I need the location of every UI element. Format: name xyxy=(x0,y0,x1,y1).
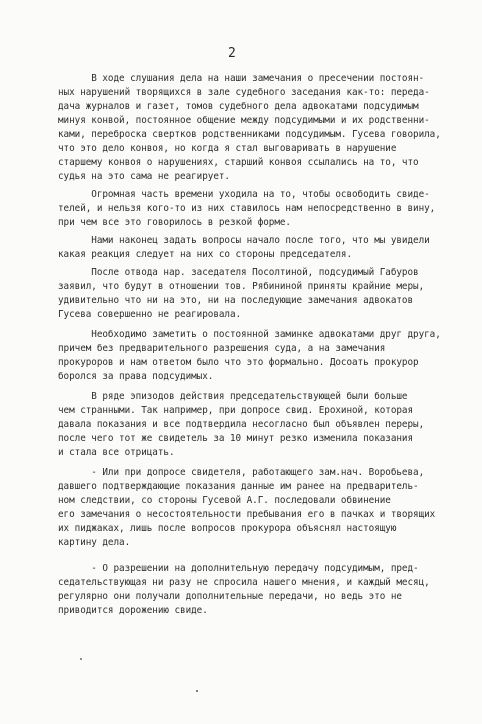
text-line: старшему конвоя о нарушениях, старший конвоя ссылались на то, что xyxy=(58,157,419,168)
text-line: седательствующая ни разу не спросила нашего мнения, и каждый месяц, xyxy=(58,577,430,588)
text-line: причем без предварительного разрешения суда, а на замечания xyxy=(58,343,386,354)
text-line: его замечания о несостоятельности пребывания его в пачках и творящих xyxy=(58,509,436,520)
text-line: Огромная часть времени уходила на то, чтобы освободить свиде- xyxy=(58,189,430,200)
text-line: дача журналов и газет, томов судебного дела адвокатами подсудимым xyxy=(58,101,419,112)
text-line: ном следствии, со стороны Гусевой А.Г. последовали обвинение xyxy=(58,495,391,506)
page-number: 2 xyxy=(228,46,236,61)
text-line: чем странными. Так например, при допросе свид. Ерохиной, которая xyxy=(58,405,414,416)
text-line: После отвода нар. заседателя Посолтиной, подсудимый Габуров xyxy=(58,267,419,278)
scan-speck xyxy=(196,690,198,692)
text-line: В ряде эпизодов действия председательствующей были больше xyxy=(58,391,408,402)
text-line: Гусева совершенно не реагировала. xyxy=(58,309,242,320)
text-line: приводится дорожению свиде. xyxy=(58,605,208,616)
text-line: боролся за права подсудимых. xyxy=(58,371,214,382)
scan-speck xyxy=(80,658,82,660)
text-line: давала показания и все подтвердила несогласно был объявлен переры, xyxy=(58,419,425,430)
text-line: давшего подтверждающие показания данные им ранее на предваритель- xyxy=(58,481,419,492)
text-line: Нами наконец задать вопросы начало после того, что мы увидели xyxy=(58,235,430,246)
text-line: - О разрешении на дополнительную передачу подсудимым, пред- xyxy=(58,563,419,574)
text-line: В ходе слушания дела на наши замечания о пресечении постоян- xyxy=(58,73,425,84)
text-line: ками, переброска свертков родственниками подсудимым. Гусева говорила, xyxy=(58,129,441,140)
text-line: заявил, что будут в отношении тов. Рябининой приняты крайние меры, xyxy=(58,281,425,292)
text-line: ных нарушений творящихся в зале судебного заседания как-то: переда- xyxy=(58,87,430,98)
text-line: после чего тот же свидетель за 10 минут резко изменила показания xyxy=(58,433,414,444)
text-line: Необходимо заметить о постоянной заминке адвокатами друг друга, xyxy=(58,329,441,340)
text-line: - Или при допросе свидетеля, работающего зам.нач. Воробьева, xyxy=(58,467,425,478)
text-line: прокуроров и нам ответом было что это формально. Досоать прокурор xyxy=(58,357,419,368)
text-line: и стала все отрицать. xyxy=(58,447,175,458)
text-line: судья на это сама не реагирует. xyxy=(58,171,230,182)
text-line: удивительно что ни на это, ни на последующие замечания адвокатов xyxy=(58,295,414,306)
text-line: телей, и нельзя кого-то из них ставилось нам непосредственно в вину, xyxy=(58,203,436,214)
text-line: регулярно они получали дополнительные передачи, но ведь это не xyxy=(58,591,402,602)
text-line: картину дела. xyxy=(58,537,131,548)
text-line: их пиджаках, лишь после вопросов прокурора объяснял настоящую xyxy=(58,523,397,534)
text-line: что это дело конвоя, но когда я стал выговаривать в нарушение xyxy=(58,143,397,154)
text-line: какая реакция следует на них со стороны председателя. xyxy=(58,249,353,260)
text-line: при чем все это говорилось в резкой форме. xyxy=(58,217,291,228)
text-line: минуя конвой, постоянное общение между подсудимыми и их родственни- xyxy=(58,115,430,126)
